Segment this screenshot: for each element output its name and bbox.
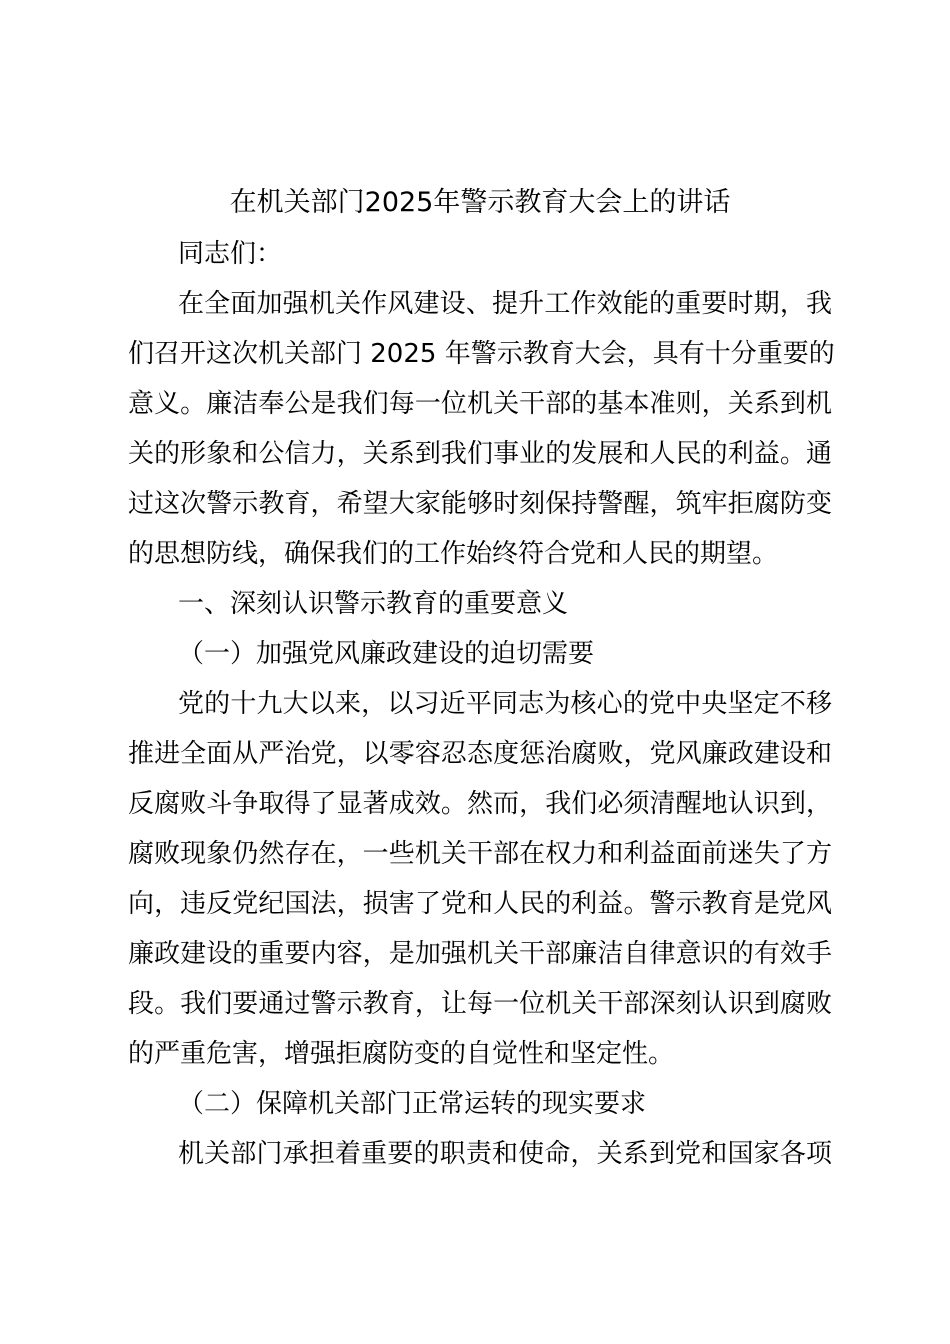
document-title: 在机关部门2025年警示教育大会上的讲话: [229, 187, 731, 218]
text-line: 关的形象和公信力，关系到我们事业的发展和人民的利益。通: [128, 439, 832, 469]
text-line: 反腐败斗争取得了显著成效。然而，我们必须清醒地认识到，: [128, 789, 832, 819]
text-line: 意义。廉洁奉公是我们每一位机关干部的基本准则，关系到机: [128, 389, 832, 419]
text-line: 段。我们要通过警示教育，让每一位机关干部深刻认识到腐败: [128, 989, 832, 1019]
text-line: 廉政建设的重要内容，是加强机关干部廉洁自律意识的有效手: [128, 939, 832, 969]
text-line: （一）加强党风廉政建设的迫切需要: [178, 639, 595, 669]
text-line: 过这次警示教育，希望大家能够时刻保持警醒，筑牢拒腐防变: [128, 489, 832, 519]
text-line: 机关部门承担着重要的职责和使命，关系到党和国家各项: [178, 1139, 832, 1169]
text-line: 们召开这次机关部门 2025 年警示教育大会，具有十分重要的: [128, 339, 835, 369]
text-line: 在全面加强机关作风建设、提升工作效能的重要时期，我: [178, 289, 832, 319]
text-line: 的严重危害，增强拒腐防变的自觉性和坚定性。: [128, 1039, 675, 1069]
text-line: 向，违反党纪国法，损害了党和人民的利益。警示教育是党风: [128, 889, 832, 919]
salutation: 同志们：: [178, 239, 283, 269]
text-line: 腐败现象仍然存在，一些机关干部在权力和利益面前迷失了方: [128, 839, 832, 869]
text-line: （二）保障机关部门正常运转的现实要求: [178, 1089, 647, 1119]
text-line: 推进全面从严治党，以零容忍态度惩治腐败，党风廉政建设和: [128, 739, 832, 769]
text-line: 一、深刻认识警示教育的重要意义: [178, 589, 569, 619]
text-line: 的思想防线，确保我们的工作始终符合党和人民的期望。: [128, 539, 779, 569]
text-line: 党的十九大以来，以习近平同志为核心的党中央坚定不移: [178, 689, 832, 719]
